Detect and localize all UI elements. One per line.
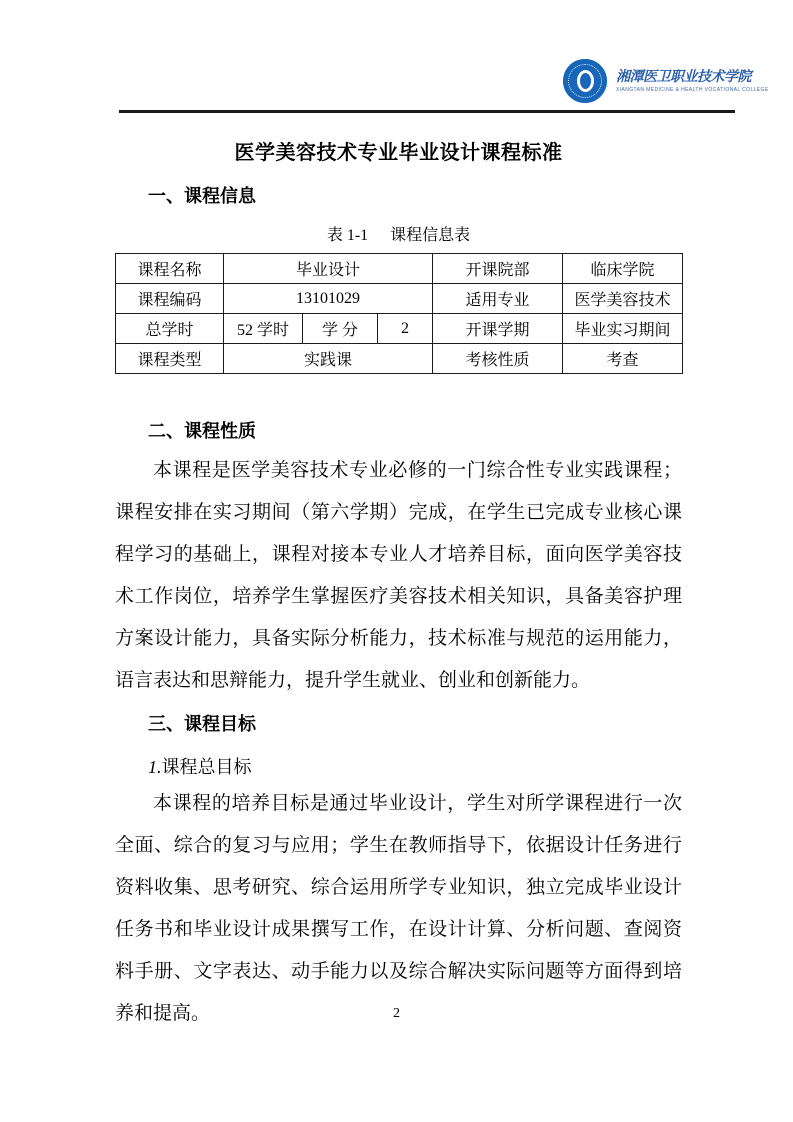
cell-applicable-major-label: 适用专业	[433, 284, 563, 314]
cell-offering-dept-label: 开课院部	[433, 254, 563, 284]
table-caption-label: 表 1-1	[326, 227, 369, 244]
document-body	[115, 0, 682, 1035]
page-number: 2	[393, 1006, 400, 1021]
cell-assessment-label: 考核性质	[433, 344, 563, 374]
cell-course-code-label: 课程编码	[116, 284, 224, 314]
course-info-table	[115, 253, 683, 374]
cell-course-name-value: 毕业设计	[224, 254, 433, 284]
cell-semester-value: 毕业实习期间	[563, 314, 683, 344]
table-row	[116, 284, 683, 314]
subsection-number: 1.	[148, 757, 162, 777]
cell-course-type-label: 课程类型	[116, 344, 224, 374]
table-row	[116, 344, 683, 374]
college-name-zh: 湘潭医卫职业技术学院	[616, 69, 751, 85]
document-title: 医学美容技术专业毕业设计课程标准	[234, 142, 563, 164]
cell-semester-label: 开课学期	[433, 314, 563, 344]
table-row	[116, 254, 683, 284]
cell-total-hours-label: 总学时	[116, 314, 224, 344]
college-name-en: XIANGTAN MEDICINE & HEALTH VOCATIONAL COLLEGE	[616, 86, 769, 93]
section-heading-course-info: 一、课程信息	[148, 186, 256, 206]
cell-course-type-value: 实践课	[224, 344, 433, 374]
table-caption	[115, 222, 682, 245]
course-objective-paragraph: 本课程的培养目标是通过毕业设计，学生对所学课程进行一次全面、综合的复习与应用；学生在教师指导下，依据设计任务进行资料收集、思考研究、综合运用所学专业知识，独立完成毕业设计任务书和毕业设计成果撰写工作，在设计计算、分析问题、查阅资料手册、文字表达、动手能力以及综合解决实际问题等方面得到培养和提高。	[115, 793, 682, 1024]
cell-assessment-value: 考查	[563, 344, 683, 374]
cell-applicable-major-value: 医学美容技术	[563, 284, 683, 314]
subsection-title: 课程总目标	[161, 757, 252, 777]
table-row	[116, 314, 683, 344]
cell-total-hours-value: 52 学时	[224, 314, 303, 344]
section-heading-course-nature: 二、课程性质	[148, 421, 256, 441]
cell-course-code-value: 13101029	[224, 284, 433, 314]
subsection-overall-objective	[115, 755, 682, 779]
section-heading-course-objectives: 三、课程目标	[148, 714, 256, 734]
cell-offering-dept-value: 临床学院	[563, 254, 683, 284]
table-caption-title: 课程信息表	[390, 227, 471, 244]
cell-credit-value: 2	[378, 314, 433, 344]
course-nature-paragraph: 本课程是医学美容技术专业必修的一门综合性专业实践课程；课程安排在实习期间（第六学期）完成，在学生已完成专业核心课程学习的基础上，课程对接本专业人才培养目标，面向医学美容技术工作岗位，培养学生掌握医疗美容技术相关知识，具备美容护理方案设计能力，具备实际分析能力，技术标准与规范的运用能力，语言表达和思辩能力，提升学生就业、创业和创新能力。	[115, 460, 682, 691]
cell-course-name-label: 课程名称	[116, 254, 224, 284]
cell-credit-label: 学 分	[303, 314, 378, 344]
